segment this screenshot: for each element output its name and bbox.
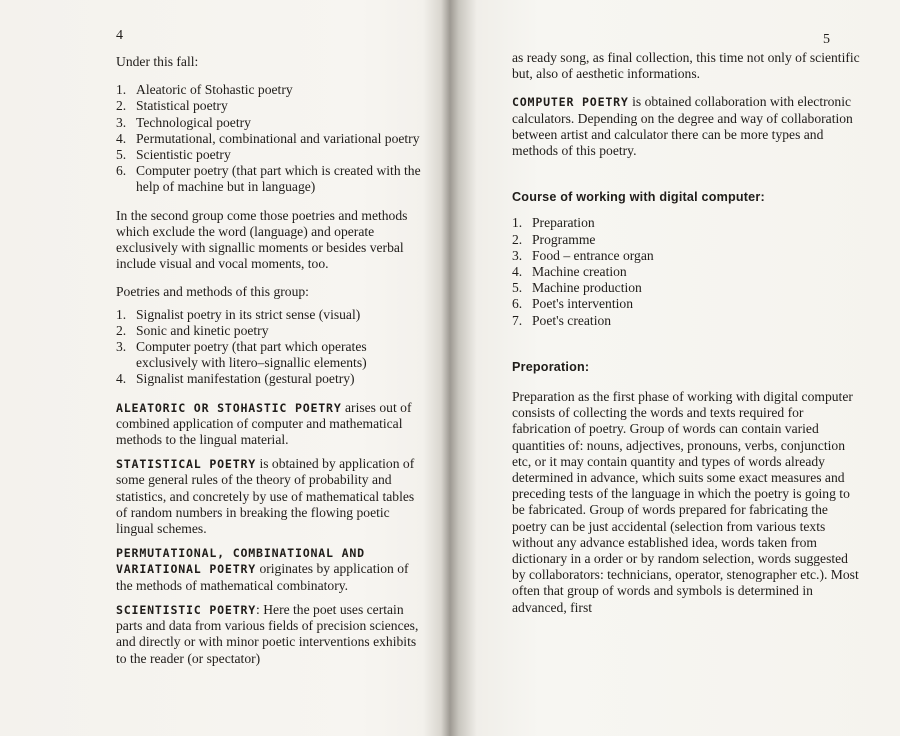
permutational-paragraph: PERMUTATIONAL, COMBINATIONAL AND VARIATIONAL POETRY originates by application of the methods of mathematical combinatory. <box>116 546 409 593</box>
list-item: 7. Poet's creation <box>512 312 612 328</box>
page-number: 4 <box>116 28 123 43</box>
poetry-list-1 <box>116 82 422 195</box>
list-item: 2. Programme <box>512 231 596 247</box>
poetry-list-2 <box>116 307 422 388</box>
computer-poetry-term: COMPUTER POETRY <box>512 95 629 110</box>
computer-poetry-paragraph: COMPUTER POETRY is obtained collaboration with electronic calculators. Depending on the degree and way of collaboration between artist and calculator there can be more types and methods of this poetry. <box>512 94 853 159</box>
course-heading: Course of working with digital computer: <box>512 190 765 205</box>
statistical-term: STATISTICAL POETRY <box>116 457 257 472</box>
list-item: 3. Food – entrance organ <box>512 247 654 263</box>
list-item: 3. Technological poetry <box>116 114 251 130</box>
list-item: 4. Permutational, combinational and variational poetry <box>116 130 420 146</box>
list-item: 1. Signalist poetry in its strict sense (visual) <box>116 306 361 322</box>
continuation-paragraph: as ready song, as final collection, this time not only of scientific but, also of aesthetic informations. <box>512 50 860 82</box>
page-number: 5 <box>823 32 830 47</box>
list-item: 6. Computer poetry (that part which is created with the help of machine but in language) <box>116 163 421 195</box>
statistical-paragraph: STATISTICAL POETRY is obtained by application of some general rules of the theory of probability and statistics, and concretely by use of mathematical tables of random numbers in breaking the flowing poetic lingual schemes. <box>116 456 415 537</box>
list-item: 2. Statistical poetry <box>116 98 228 114</box>
right-page <box>450 0 900 736</box>
list-item: 6. Poet's intervention <box>512 296 633 312</box>
preparation-paragraph: Preparation as the first phase of working with digital computer consists of collecting the words and texts required for fabrication of poetry. Group of words can contain varied quantities of: nouns, adjectives, pronouns, verbs, conjunction etc, or it may contain quantity and types of words already determined in advance, which suits some exact measures and preceding tests of the language in which the poetry is going to be fabricated. Group of words prepared for fabricating the poetry can be just accidental (selection from various texts without any advance established idea, words taken from dictionary in a order or by random selection, words suggested by collaborators: technicians, operator, stenographer etc.). Most often that group of words and symbols is determined in advanced, first <box>512 389 859 615</box>
list-item: 5. Machine production <box>512 280 642 296</box>
scientistic-term: SCIENTISTIC POETRY <box>116 602 257 617</box>
list-item: 4. Machine creation <box>512 264 627 280</box>
permutational-term: PERMUTATIONAL, COMBINATIONAL AND VARIATIONAL POETRY <box>116 546 365 577</box>
scientistic-paragraph: SCIENTISTIC POETRY: Here the poet uses certain parts and data from various fields of precision sciences, and directly or with minor poetic interventions exhibits to the reader (or spectator) <box>116 601 419 666</box>
list-item: 5. Scientistic poetry <box>116 147 231 163</box>
list-item: 2. Sonic and kinetic poetry <box>116 322 269 338</box>
aleatoric-term: ALEATORIC OR STOHASTIC POETRY <box>116 400 342 415</box>
second-group-paragraph: In the second group come those poetries and methods which exclude the word (language) and operate exclusively with signallic moments or besides verbal include visual and vocal moments, too. <box>116 207 408 272</box>
list-item: 1. Preparation <box>512 215 595 231</box>
aleatoric-paragraph: ALEATORIC OR STOHASTIC POETRY arises out of combined application of computer and mathematical methods to the lingual material. <box>116 399 412 448</box>
course-list <box>512 215 860 328</box>
poetries-intro: Poetries and methods of this group: <box>116 284 309 300</box>
list-item: 3. Computer poetry (that part which operates exclusively with litero–signallic elements) <box>116 339 367 371</box>
list-item: 1. Aleatoric of Stohastic poetry <box>116 82 293 98</box>
intro-text: Under this fall: <box>116 54 199 69</box>
list-item: 4. Signalist manifestation (gestural poetry) <box>116 371 355 387</box>
preparation-heading: Preporation: <box>512 359 590 374</box>
